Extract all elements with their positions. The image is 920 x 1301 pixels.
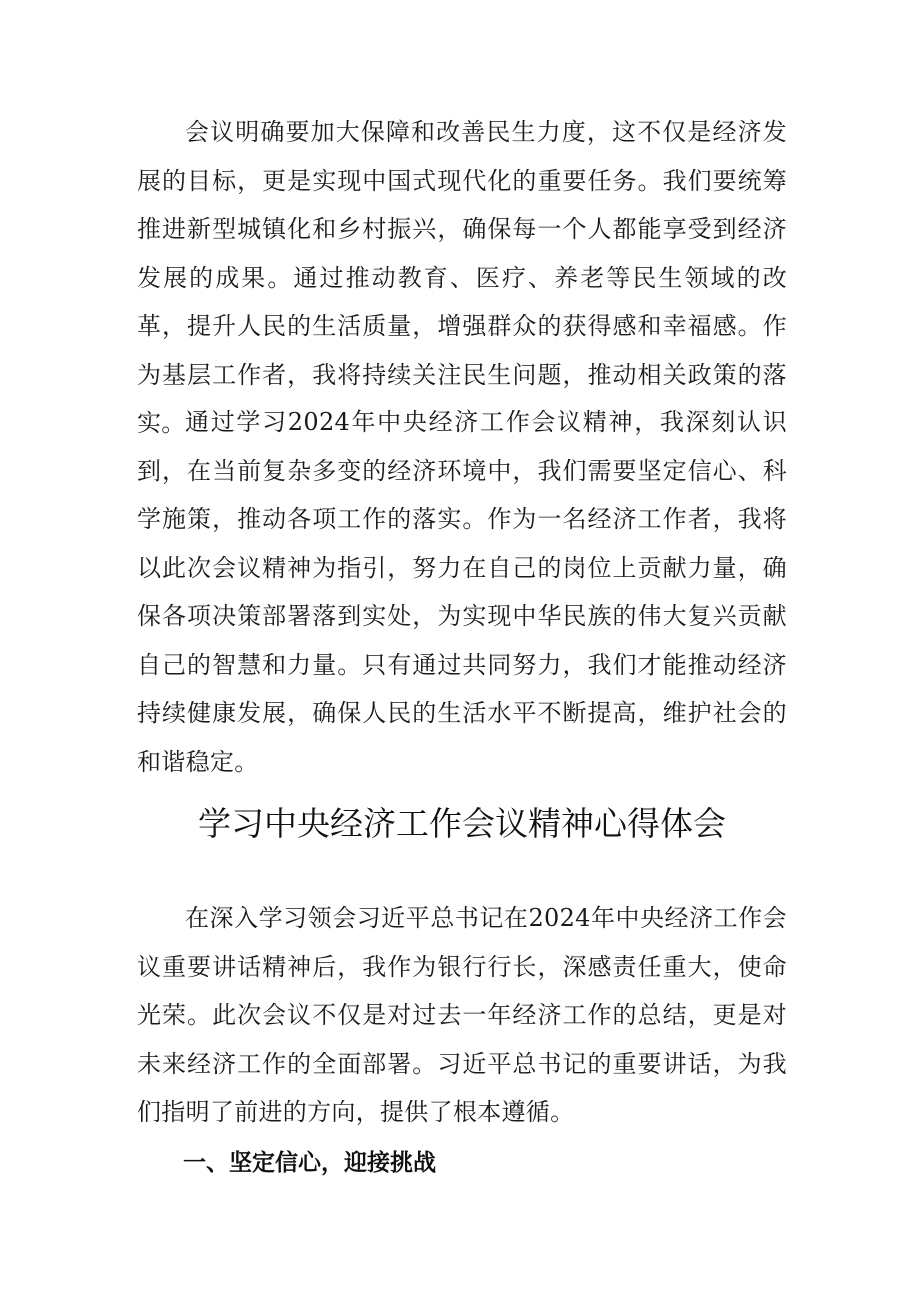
intro-paragraph: 在深入学习领会习近平总书记在2024年中央经济工作会议重要讲话精神后，我作为银行行长，深感责任重大，使命光荣。此次会议不仅是对过去一年经济工作的总结，更是对未来经济工作的全面部署。习近平总书记的重要讲话，为我们指明了前进的方向，提供了根本遵循。 — [137, 904, 787, 1126]
body-paragraph: 通过学习2024年中央经济工作会议精神，我深刻认识到，在当前复杂多变的经济环境中，我们需要坚定信心、科学施策，推动各项工作的落实。作为一名经济工作者，我将以此次会议精神为指引，努力在自己的岗位上贡献力量，确保各项决策部署落到实处，为实现中华民族的伟大复兴贡献自己的智慧和力量。只有通过共同努力，我们才能推动经济持续健康发展，确保人民的生活水平不断提高，维护社会的和谐稳定。 — [137, 408, 787, 776]
section-title: 学习中央经济工作会议精神心得体会 — [198, 804, 726, 843]
subheading: 一、坚定信心，迎接挑战 — [183, 1150, 436, 1176]
body-paragraph: 会议明确要加大保障和改善民生力度，这不仅是经济发展的目标，更是实现中国式现代化的重要任务。我们要统筹推进新型城镇化和乡村振兴，确保每一个人都能享受到经济发展的成果。通过推动教育、医疗、养老等民生领域的改革，提升人民的生活质量，增强群众的获得感和幸福感。作为基层工作者，我将持续关注民生问题，推动相关政策的落实。 — [137, 118, 787, 437]
